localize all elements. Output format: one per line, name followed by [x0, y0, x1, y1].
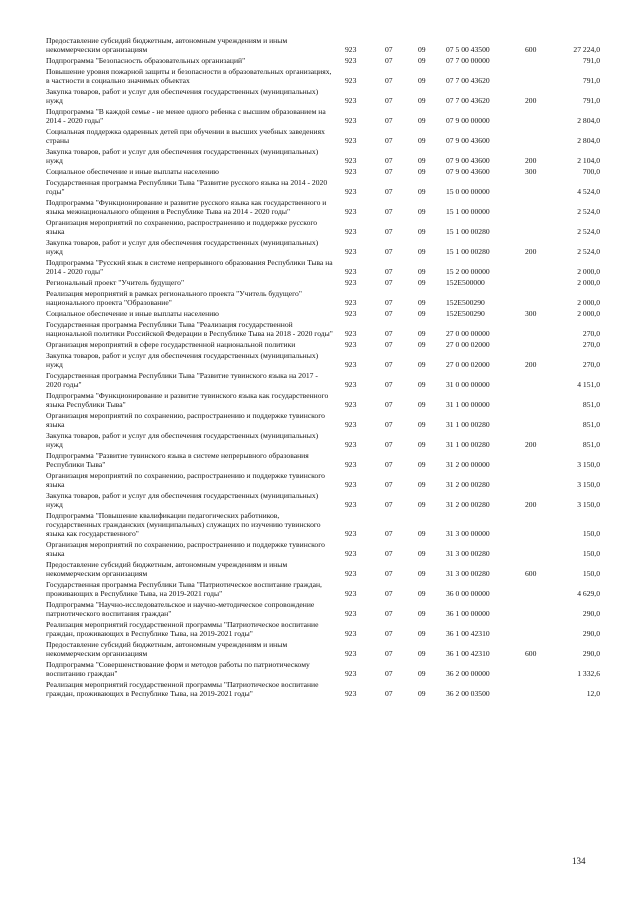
expense-type-cell: 200 — [525, 156, 537, 165]
adm-cell: 923 — [345, 629, 357, 638]
target-article-cell: 07 7 00 00000 — [446, 56, 490, 65]
subsection-cell: 09 — [418, 460, 426, 469]
row-description: Закупка товаров, работ и услуг для обеспечения государственных (муниципальных) нужд — [46, 238, 319, 256]
target-article-cell: 36 1 00 42310 — [446, 649, 490, 658]
row-description: Закупка товаров, работ и услуг для обеспечения государственных (муниципальных) нужд — [46, 147, 319, 165]
adm-cell: 923 — [345, 669, 357, 678]
section-cell: 07 — [385, 298, 393, 307]
section-cell: 07 — [385, 480, 393, 489]
adm-cell: 923 — [345, 500, 357, 509]
row-description: Организация мероприятий по сохранению, распространению и поддержке тувинского языка — [46, 540, 325, 558]
row-description: Социальное обеспечение и иные выплаты населению — [46, 309, 219, 318]
subsection-cell: 09 — [418, 156, 426, 165]
target-article-cell: 15 1 00 00280 — [446, 227, 490, 236]
subsection-cell: 09 — [418, 689, 426, 698]
target-article-cell: 152E500290 — [446, 298, 485, 307]
expense-type-cell: 200 — [525, 500, 537, 509]
row-description: Государственная программа Республики Тыва "Развитие русского языка на 2014 - 2020 годы" — [46, 178, 328, 196]
subsection-cell: 09 — [418, 329, 426, 338]
amount-cell: 290,0 — [582, 609, 600, 618]
amount-cell: 2 804,0 — [577, 116, 600, 125]
table-row — [0, 431, 640, 449]
table-row — [0, 491, 640, 509]
amount-cell: 851,0 — [582, 420, 600, 429]
adm-cell: 923 — [345, 187, 357, 196]
adm-cell: 923 — [345, 156, 357, 165]
table-row — [0, 560, 640, 578]
table-row — [0, 127, 640, 145]
target-article-cell: 31 1 00 00280 — [446, 420, 490, 429]
budget-table — [0, 36, 640, 700]
adm-cell: 923 — [345, 309, 357, 318]
expense-type-cell: 200 — [525, 247, 537, 256]
subsection-cell: 09 — [418, 247, 426, 256]
table-row — [0, 258, 640, 276]
table-row — [0, 238, 640, 256]
adm-cell: 923 — [345, 420, 357, 429]
row-description: Подпрограмма "Развитие тувинского языка в системе непрерывного образования Республики Тыва" — [46, 451, 309, 469]
expense-type-cell: 200 — [525, 440, 537, 449]
target-article-cell: 27 0 00 00000 — [446, 329, 490, 338]
adm-cell: 923 — [345, 400, 357, 409]
table-row — [0, 351, 640, 369]
amount-cell: 2 524,0 — [577, 207, 600, 216]
amount-cell: 27 224,0 — [573, 45, 600, 54]
subsection-cell: 09 — [418, 589, 426, 598]
section-cell: 07 — [385, 460, 393, 469]
section-cell: 07 — [385, 247, 393, 256]
subsection-cell: 09 — [418, 136, 426, 145]
row-description: Региональный проект "Учитель будущего" — [46, 278, 185, 287]
target-article-cell: 07 9 00 43600 — [446, 167, 490, 176]
amount-cell: 290,0 — [582, 649, 600, 658]
table-row — [0, 289, 640, 307]
section-cell: 07 — [385, 267, 393, 276]
row-description: Закупка товаров, работ и услуг для обеспечения государственных (муниципальных) нужд — [46, 351, 319, 369]
table-row — [0, 680, 640, 698]
page-number: 134 — [572, 856, 586, 866]
subsection-cell: 09 — [418, 500, 426, 509]
subsection-cell: 09 — [418, 45, 426, 54]
target-article-cell: 31 1 00 00280 — [446, 440, 490, 449]
section-cell: 07 — [385, 609, 393, 618]
amount-cell: 3 150,0 — [577, 480, 600, 489]
adm-cell: 923 — [345, 360, 357, 369]
amount-cell: 4 524,0 — [577, 187, 600, 196]
amount-cell: 2 000,0 — [577, 309, 600, 318]
row-description: Подпрограмма "Научно-исследовательское и научно-методическое сопровождение патриотического воспитания граждан" — [46, 600, 315, 618]
table-row — [0, 87, 640, 105]
amount-cell: 270,0 — [582, 329, 600, 338]
row-description: Подпрограмма "Совершенствование форм и методов работы по патриотическому воспитанию граждан" — [46, 660, 310, 678]
adm-cell: 923 — [345, 329, 357, 338]
subsection-cell: 09 — [418, 420, 426, 429]
section-cell: 07 — [385, 569, 393, 578]
target-article-cell: 15 2 00 00000 — [446, 267, 490, 276]
row-description: Закупка товаров, работ и услуг для обеспечения государственных (муниципальных) нужд — [46, 431, 319, 449]
row-description: Закупка товаров, работ и услуг для обеспечения государственных (муниципальных) нужд — [46, 491, 319, 509]
table-row — [0, 218, 640, 236]
target-article-cell: 31 3 00 00000 — [446, 529, 490, 538]
adm-cell: 923 — [345, 278, 357, 287]
adm-cell: 923 — [345, 480, 357, 489]
row-description: Государственная программа Республики Тыва "Реализация государственной национальной политики Российской Федерации в Республике Тыва на 2018 - 2020 годы" — [46, 320, 333, 338]
row-description: Организация мероприятий по сохранению, распространению и поддержке тувинского языка — [46, 411, 325, 429]
row-description: Реализация мероприятий в рамках регионального проекта "Учитель будущего" национального проекта "Образование" — [46, 289, 302, 307]
adm-cell: 923 — [345, 529, 357, 538]
target-article-cell: 31 3 00 00280 — [446, 569, 490, 578]
subsection-cell: 09 — [418, 609, 426, 618]
amount-cell: 3 150,0 — [577, 500, 600, 509]
adm-cell: 923 — [345, 298, 357, 307]
row-description: Реализация мероприятий государственной программы "Патриотическое воспитание граждан, проживающих в Республике Тыва, на 2019-2021 годы" — [46, 620, 319, 638]
amount-cell: 290,0 — [582, 629, 600, 638]
target-article-cell: 15 1 00 00280 — [446, 247, 490, 256]
amount-cell: 1 332,6 — [577, 669, 600, 678]
row-description: Реализация мероприятий государственной программы "Патриотическое воспитание граждан, проживающих в Республике Тыва, на 2019-2021 годы" — [46, 680, 319, 698]
table-row — [0, 56, 640, 65]
target-article-cell: 31 0 00 00000 — [446, 380, 490, 389]
section-cell: 07 — [385, 340, 393, 349]
table-row — [0, 340, 640, 349]
subsection-cell: 09 — [418, 629, 426, 638]
target-article-cell: 07 7 00 43620 — [446, 76, 490, 85]
expense-type-cell: 600 — [525, 569, 537, 578]
adm-cell: 923 — [345, 549, 357, 558]
target-article-cell: 07 9 00 43600 — [446, 156, 490, 165]
subsection-cell: 09 — [418, 76, 426, 85]
section-cell: 07 — [385, 549, 393, 558]
target-article-cell: 07 7 00 43620 — [446, 96, 490, 105]
expense-type-cell: 300 — [525, 309, 537, 318]
subsection-cell: 09 — [418, 116, 426, 125]
subsection-cell: 09 — [418, 480, 426, 489]
amount-cell: 791,0 — [582, 76, 600, 85]
section-cell: 07 — [385, 187, 393, 196]
section-cell: 07 — [385, 309, 393, 318]
table-row — [0, 540, 640, 558]
section-cell: 07 — [385, 649, 393, 658]
subsection-cell: 09 — [418, 267, 426, 276]
adm-cell: 923 — [345, 96, 357, 105]
amount-cell: 2 000,0 — [577, 267, 600, 276]
amount-cell: 851,0 — [582, 440, 600, 449]
section-cell: 07 — [385, 380, 393, 389]
subsection-cell: 09 — [418, 440, 426, 449]
subsection-cell: 09 — [418, 167, 426, 176]
subsection-cell: 09 — [418, 400, 426, 409]
amount-cell: 12,0 — [586, 689, 600, 698]
table-row — [0, 36, 640, 54]
amount-cell: 270,0 — [582, 340, 600, 349]
target-article-cell: 15 1 00 00000 — [446, 207, 490, 216]
target-article-cell: 07 5 00 43500 — [446, 45, 490, 54]
amount-cell: 4 629,0 — [577, 589, 600, 598]
target-article-cell: 27 0 00 02000 — [446, 340, 490, 349]
expense-type-cell: 600 — [525, 649, 537, 658]
row-description: Подпрограмма "Функционирование и развитие русского языка как государственного и языка межнационального общения в Республике Тыва на 2014 - 2020 годы" — [46, 198, 327, 216]
target-article-cell: 15 0 00 00000 — [446, 187, 490, 196]
row-description: Организация мероприятий в сфере государственной национальной политики — [46, 340, 296, 349]
row-description: Социальное обеспечение и иные выплаты населению — [46, 167, 219, 176]
section-cell: 07 — [385, 329, 393, 338]
adm-cell: 923 — [345, 267, 357, 276]
row-description: Организация мероприятий по сохранению, распространению и поддержке тувинского языка — [46, 471, 325, 489]
section-cell: 07 — [385, 500, 393, 509]
table-row — [0, 167, 640, 176]
table-row — [0, 198, 640, 216]
adm-cell: 923 — [345, 440, 357, 449]
amount-cell: 4 151,0 — [577, 380, 600, 389]
adm-cell: 923 — [345, 247, 357, 256]
amount-cell: 2 104,0 — [577, 156, 600, 165]
target-article-cell: 152E500290 — [446, 309, 485, 318]
subsection-cell: 09 — [418, 96, 426, 105]
amount-cell: 3 150,0 — [577, 460, 600, 469]
target-article-cell: 36 2 00 03500 — [446, 689, 490, 698]
subsection-cell: 09 — [418, 298, 426, 307]
section-cell: 07 — [385, 589, 393, 598]
subsection-cell: 09 — [418, 278, 426, 287]
amount-cell: 2 524,0 — [577, 227, 600, 236]
row-description: Повышение уровня пожарной защиты и безопасности в образовательных организациях, в частности в социально значимых объектах — [46, 67, 332, 85]
table-row — [0, 640, 640, 658]
amount-cell: 791,0 — [582, 56, 600, 65]
adm-cell: 923 — [345, 649, 357, 658]
expense-type-cell: 200 — [525, 360, 537, 369]
subsection-cell: 09 — [418, 309, 426, 318]
adm-cell: 923 — [345, 207, 357, 216]
target-article-cell: 36 2 00 00000 — [446, 669, 490, 678]
subsection-cell: 09 — [418, 649, 426, 658]
row-description: Предоставление субсидий бюджетным, автономным учреждениям и иным некоммерческим организациям — [46, 36, 288, 54]
section-cell: 07 — [385, 96, 393, 105]
amount-cell: 150,0 — [582, 569, 600, 578]
table-row — [0, 320, 640, 338]
subsection-cell: 09 — [418, 569, 426, 578]
table-row — [0, 278, 640, 287]
target-article-cell: 27 0 00 02000 — [446, 360, 490, 369]
subsection-cell: 09 — [418, 227, 426, 236]
row-description: Подпрограмма "Повышение квалификации педагогических работников, государственных гражданских (муниципальных) служащих по изучению тувинского языка как государственного" — [46, 511, 321, 538]
table-row — [0, 67, 640, 85]
subsection-cell: 09 — [418, 207, 426, 216]
target-article-cell: 31 2 00 00280 — [446, 480, 490, 489]
section-cell: 07 — [385, 167, 393, 176]
adm-cell: 923 — [345, 167, 357, 176]
adm-cell: 923 — [345, 569, 357, 578]
row-description: Предоставление субсидий бюджетным, автономным учреждениям и иным некоммерческим организациям — [46, 560, 288, 578]
row-description: Подпрограмма "В каждой семье - не менее одного ребенка с высшим образованием на 2014 - 2020 годы" — [46, 107, 326, 125]
section-cell: 07 — [385, 136, 393, 145]
table-row — [0, 600, 640, 618]
row-description: Предоставление субсидий бюджетным, автономным учреждениям и иным некоммерческим организациям — [46, 640, 288, 658]
adm-cell: 923 — [345, 227, 357, 236]
section-cell: 07 — [385, 156, 393, 165]
section-cell: 07 — [385, 360, 393, 369]
table-row — [0, 371, 640, 389]
adm-cell: 923 — [345, 116, 357, 125]
subsection-cell: 09 — [418, 340, 426, 349]
section-cell: 07 — [385, 76, 393, 85]
section-cell: 07 — [385, 116, 393, 125]
amount-cell: 2 804,0 — [577, 136, 600, 145]
adm-cell: 923 — [345, 589, 357, 598]
amount-cell: 2 524,0 — [577, 247, 600, 256]
row-description: Социальная поддержка одаренных детей при обучении в высших учебных заведениях страны — [46, 127, 325, 145]
section-cell: 07 — [385, 669, 393, 678]
amount-cell: 150,0 — [582, 529, 600, 538]
amount-cell: 791,0 — [582, 96, 600, 105]
adm-cell: 923 — [345, 45, 357, 54]
table-row — [0, 451, 640, 469]
subsection-cell: 09 — [418, 56, 426, 65]
target-article-cell: 36 1 00 00000 — [446, 609, 490, 618]
table-row — [0, 309, 640, 318]
amount-cell: 851,0 — [582, 400, 600, 409]
table-row — [0, 580, 640, 598]
row-description: Государственная программа Республики Тыва "Развитие тувинского языка на 2017 - 2020 годы" — [46, 371, 318, 389]
section-cell: 07 — [385, 529, 393, 538]
target-article-cell: 07 9 00 43600 — [446, 136, 490, 145]
target-article-cell: 07 9 00 00000 — [446, 116, 490, 125]
adm-cell: 923 — [345, 76, 357, 85]
expense-type-cell: 600 — [525, 45, 537, 54]
table-row — [0, 620, 640, 638]
row-description: Государственная программа Республики Тыва "Патриотическое воспитание граждан, проживающих в Республике Тыва, на 2019-2021 годы" — [46, 580, 322, 598]
target-article-cell: 36 0 00 00000 — [446, 589, 490, 598]
adm-cell: 923 — [345, 689, 357, 698]
target-article-cell: 31 3 00 00280 — [446, 549, 490, 558]
table-row — [0, 471, 640, 489]
section-cell: 07 — [385, 207, 393, 216]
subsection-cell: 09 — [418, 549, 426, 558]
target-article-cell: 31 2 00 00000 — [446, 460, 490, 469]
adm-cell: 923 — [345, 56, 357, 65]
table-row — [0, 147, 640, 165]
amount-cell: 150,0 — [582, 549, 600, 558]
subsection-cell: 09 — [418, 529, 426, 538]
section-cell: 07 — [385, 689, 393, 698]
section-cell: 07 — [385, 629, 393, 638]
adm-cell: 923 — [345, 380, 357, 389]
adm-cell: 923 — [345, 136, 357, 145]
target-article-cell: 152E500000 — [446, 278, 485, 287]
table-row — [0, 660, 640, 678]
section-cell: 07 — [385, 56, 393, 65]
target-article-cell: 31 2 00 00280 — [446, 500, 490, 509]
subsection-cell: 09 — [418, 360, 426, 369]
row-description: Организация мероприятий по сохранению, распространению и поддержке русского языка — [46, 218, 318, 236]
table-row — [0, 107, 640, 125]
section-cell: 07 — [385, 420, 393, 429]
row-description: Подпрограмма "Русский язык в системе непрерывного образования Республики Тыва на 2014 - 2020 годы" — [46, 258, 333, 276]
amount-cell: 2 000,0 — [577, 298, 600, 307]
target-article-cell: 31 1 00 00000 — [446, 400, 490, 409]
adm-cell: 923 — [345, 609, 357, 618]
row-description: Подпрограмма "Безопасность образовательных организаций" — [46, 56, 246, 65]
subsection-cell: 09 — [418, 187, 426, 196]
table-row — [0, 411, 640, 429]
expense-type-cell: 200 — [525, 96, 537, 105]
expense-type-cell: 300 — [525, 167, 537, 176]
subsection-cell: 09 — [418, 669, 426, 678]
section-cell: 07 — [385, 440, 393, 449]
section-cell: 07 — [385, 400, 393, 409]
table-row — [0, 178, 640, 196]
table-row — [0, 511, 640, 538]
table-row — [0, 391, 640, 409]
row-description: Подпрограмма "Функционирование и развитие тувинского языка как государственного языка Республики Тыва" — [46, 391, 329, 409]
section-cell: 07 — [385, 278, 393, 287]
target-article-cell: 36 1 00 42310 — [446, 629, 490, 638]
subsection-cell: 09 — [418, 380, 426, 389]
section-cell: 07 — [385, 45, 393, 54]
section-cell: 07 — [385, 227, 393, 236]
amount-cell: 2 000,0 — [577, 278, 600, 287]
amount-cell: 270,0 — [582, 360, 600, 369]
row-description: Закупка товаров, работ и услуг для обеспечения государственных (муниципальных) нужд — [46, 87, 319, 105]
adm-cell: 923 — [345, 460, 357, 469]
amount-cell: 700,0 — [582, 167, 600, 176]
adm-cell: 923 — [345, 340, 357, 349]
